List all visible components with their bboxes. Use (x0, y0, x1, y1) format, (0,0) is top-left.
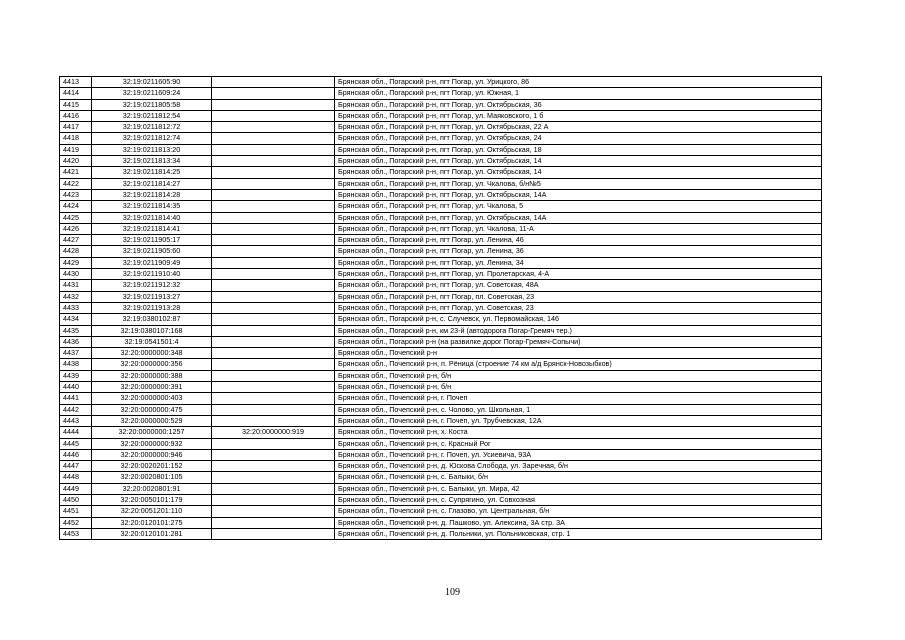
previous-cadastral-number-cell (212, 325, 335, 336)
row-number-cell: 4432 (60, 291, 92, 302)
cadastral-number-cell: 32:20:0051201:110 (92, 506, 212, 517)
cadastral-number-cell: 32:20:0000000:356 (92, 359, 212, 370)
address-cell: Брянская обл., Погарский р-н, пгт Погар, ул. Октябрьская, 14А (335, 212, 822, 223)
cadastral-number-cell: 32:19:0211814:41 (92, 223, 212, 234)
cadastral-number-cell: 32:19:0211905:17 (92, 235, 212, 246)
previous-cadastral-number-cell (212, 269, 335, 280)
address-cell: Брянская обл., Почепский р-н, д. Польники, ул. Польниковская, стр. 1 (335, 528, 822, 539)
previous-cadastral-number-cell (212, 133, 335, 144)
table-row (60, 167, 822, 178)
table-row (60, 404, 822, 415)
address-cell: Брянская обл., Погарский р-н (на развилке дорог Погар-Гремяч-Сопычи) (335, 336, 822, 347)
previous-cadastral-number-cell (212, 404, 335, 415)
cadastral-number-cell: 32:20:0000000:403 (92, 393, 212, 404)
row-number-cell: 4417 (60, 122, 92, 133)
cadastral-number-cell: 32:19:0211913:27 (92, 291, 212, 302)
cadastral-number-cell: 32:20:0020201:152 (92, 461, 212, 472)
table-row (60, 506, 822, 517)
row-number-cell: 4413 (60, 77, 92, 88)
previous-cadastral-number-cell (212, 167, 335, 178)
address-cell: Брянская обл., Почепский р-н, с. Балыки, б/н (335, 472, 822, 483)
row-number-cell: 4445 (60, 438, 92, 449)
table-row (60, 472, 822, 483)
table-row (60, 212, 822, 223)
address-cell: Брянская обл., Почепский р-н, б/н (335, 370, 822, 381)
row-number-cell: 4453 (60, 528, 92, 539)
previous-cadastral-number-cell (212, 77, 335, 88)
previous-cadastral-number-cell (212, 449, 335, 460)
row-number-cell: 4439 (60, 370, 92, 381)
row-number-cell: 4418 (60, 133, 92, 144)
address-cell: Брянская обл., Почепский р-н, б/н (335, 382, 822, 393)
cadastral-number-cell: 32:19:0211814:28 (92, 189, 212, 200)
cadastral-number-cell: 32:19:0211909:49 (92, 257, 212, 268)
cadastral-number-cell: 32:19:0211814:27 (92, 178, 212, 189)
row-number-cell: 4442 (60, 404, 92, 415)
table-row (60, 291, 822, 302)
cadastral-number-cell: 32:20:0020801:105 (92, 472, 212, 483)
address-cell: Брянская обл., Погарский р-н, пгт Погар, ул. Октябрьская, 22 А (335, 122, 822, 133)
row-number-cell: 4449 (60, 483, 92, 494)
address-cell: Брянская обл., Погарский р-н, пгт Погар, ул. Ленина, 46 (335, 235, 822, 246)
row-number-cell: 4436 (60, 336, 92, 347)
previous-cadastral-number-cell (212, 223, 335, 234)
table-row (60, 348, 822, 359)
row-number-cell: 4451 (60, 506, 92, 517)
previous-cadastral-number-cell (212, 370, 335, 381)
cadastral-number-cell: 32:19:0211813:34 (92, 156, 212, 167)
address-cell: Брянская обл., Почепский р-н, г. Почеп, ул. Трубчевская, 12А (335, 415, 822, 426)
previous-cadastral-number-cell (212, 257, 335, 268)
previous-cadastral-number-cell (212, 302, 335, 313)
address-cell: Брянская обл., Почепский р-н, с. Глазово, ул. Центральная, б/н (335, 506, 822, 517)
cadastral-number-cell: 32:20:0000000:391 (92, 382, 212, 393)
cadastral-number-cell: 32:19:0211812:74 (92, 133, 212, 144)
previous-cadastral-number-cell (212, 483, 335, 494)
cadastral-number-cell: 32:19:0211814:35 (92, 201, 212, 212)
previous-cadastral-number-cell (212, 280, 335, 291)
previous-cadastral-number-cell (212, 212, 335, 223)
cadastral-number-cell: 32:19:0380107:168 (92, 325, 212, 336)
address-cell: Брянская обл., Погарский р-н, пгт Погар, ул. Октябрьская, 14 (335, 167, 822, 178)
table-row (60, 382, 822, 393)
table-row (60, 314, 822, 325)
address-cell: Брянская обл., Погарский р-н, пгт Погар, ул. Маяковского, 1 б (335, 110, 822, 121)
table-row (60, 517, 822, 528)
previous-cadastral-number-cell (212, 110, 335, 121)
cadastral-number-cell: 32:19:0211814:40 (92, 212, 212, 223)
previous-cadastral-number-cell (212, 88, 335, 99)
previous-cadastral-number-cell (212, 382, 335, 393)
registry-table-body (60, 77, 822, 540)
cadastral-number-cell: 32:20:0000000:932 (92, 438, 212, 449)
previous-cadastral-number-cell (212, 314, 335, 325)
table-row (60, 235, 822, 246)
table-row (60, 494, 822, 505)
row-number-cell: 4423 (60, 189, 92, 200)
cadastral-number-cell: 32:19:0211912:32 (92, 280, 212, 291)
cadastral-number-cell: 32:20:0000000:529 (92, 415, 212, 426)
address-cell: Брянская обл., Погарский р-н, пгт Погар, ул. Ленина, 36 (335, 246, 822, 257)
address-cell: Брянская обл., Погарский р-н, пгт Погар, ул. Октябрьская, 18 (335, 144, 822, 155)
row-number-cell: 4434 (60, 314, 92, 325)
row-number-cell: 4424 (60, 201, 92, 212)
table-row (60, 325, 822, 336)
previous-cadastral-number-cell (212, 348, 335, 359)
row-number-cell: 4427 (60, 235, 92, 246)
table-row (60, 223, 822, 234)
table-row (60, 302, 822, 313)
row-number-cell: 4416 (60, 110, 92, 121)
row-number-cell: 4419 (60, 144, 92, 155)
table-row (60, 110, 822, 121)
previous-cadastral-number-cell (212, 472, 335, 483)
row-number-cell: 4420 (60, 156, 92, 167)
cadastral-number-cell: 32:19:0211913:28 (92, 302, 212, 313)
address-cell: Брянская обл., Почепский р-н, г. Почеп, ул. Усиевича, 93А (335, 449, 822, 460)
address-cell: Брянская обл., Погарский р-н, км 23-й (автодорога Погар-Гремяч тер.) (335, 325, 822, 336)
table-row (60, 99, 822, 110)
cadastral-number-cell: 32:19:0211812:72 (92, 122, 212, 133)
address-cell: Брянская обл., Погарский р-н, пгт Погар, ул. Октябрьская, 36 (335, 99, 822, 110)
table-row (60, 438, 822, 449)
address-cell: Брянская обл., Почепский р-н, с. Балыки, ул. Мира, 42 (335, 483, 822, 494)
cadastral-number-cell: 32:19:0380102:87 (92, 314, 212, 325)
previous-cadastral-number-cell (212, 156, 335, 167)
table-row (60, 246, 822, 257)
previous-cadastral-number-cell (212, 144, 335, 155)
row-number-cell: 4440 (60, 382, 92, 393)
cadastral-number-cell: 32:19:0211910:40 (92, 269, 212, 280)
previous-cadastral-number-cell (212, 178, 335, 189)
table-row (60, 77, 822, 88)
table-row (60, 257, 822, 268)
row-number-cell: 4435 (60, 325, 92, 336)
address-cell: Брянская обл., Почепский р-н, п. Рёница (строение 74 км а/д Брянск-Новозыбков) (335, 359, 822, 370)
table-row (60, 483, 822, 494)
cadastral-number-cell: 32:19:0541501:4 (92, 336, 212, 347)
row-number-cell: 4422 (60, 178, 92, 189)
row-number-cell: 4443 (60, 415, 92, 426)
address-cell: Брянская обл., Погарский р-н, с. Случевск, ул. Первомайская, 146 (335, 314, 822, 325)
table-row (60, 178, 822, 189)
row-number-cell: 4426 (60, 223, 92, 234)
table-row (60, 144, 822, 155)
address-cell: Брянская обл., Погарский р-н, пгт Погар, ул. Урицкого, 86 (335, 77, 822, 88)
row-number-cell: 4414 (60, 88, 92, 99)
address-cell: Брянская обл., Погарский р-н, пгт Погар, ул. Пролетарская, 4-А (335, 269, 822, 280)
address-cell: Брянская обл., Погарский р-н, пгт Погар, ул. Советская, 48А (335, 280, 822, 291)
cadastral-number-cell: 32:20:0000000:1257 (92, 427, 212, 438)
page-number: 109 (445, 587, 460, 598)
row-number-cell: 4446 (60, 449, 92, 460)
row-number-cell: 4425 (60, 212, 92, 223)
table-row (60, 189, 822, 200)
address-cell: Брянская обл., Погарский р-н, пгт Погар, ул. Чкалова, 5 (335, 201, 822, 212)
table-row (60, 201, 822, 212)
previous-cadastral-number-cell (212, 235, 335, 246)
cadastral-number-cell: 32:20:0020801:91 (92, 483, 212, 494)
row-number-cell: 4447 (60, 461, 92, 472)
row-number-cell: 4433 (60, 302, 92, 313)
previous-cadastral-number-cell (212, 201, 335, 212)
previous-cadastral-number-cell (212, 246, 335, 257)
table-row (60, 336, 822, 347)
address-cell: Брянская обл., Почепский р-н, д. Пашково, ул. Алексина, 3А стр. 3А (335, 517, 822, 528)
cadastral-number-cell: 32:19:0211805:58 (92, 99, 212, 110)
previous-cadastral-number-cell (212, 336, 335, 347)
cadastral-number-cell: 32:19:0211814:25 (92, 167, 212, 178)
address-cell: Брянская обл., Погарский р-н, пгт Погар, ул. Чкалова, 11-А (335, 223, 822, 234)
address-cell: Брянская обл., Почепский р-н, д. Юскова Слобода, ул. Заречная, б/н (335, 461, 822, 472)
previous-cadastral-number-cell (212, 415, 335, 426)
row-number-cell: 4415 (60, 99, 92, 110)
previous-cadastral-number-cell (212, 528, 335, 539)
cadastral-number-cell: 32:20:0000000:946 (92, 449, 212, 460)
previous-cadastral-number-cell (212, 506, 335, 517)
address-cell: Брянская обл., Погарский р-н, пгт Погар, ул. Чкалова, б/н№5 (335, 178, 822, 189)
previous-cadastral-number-cell: 32:20:0000000:919 (212, 427, 335, 438)
row-number-cell: 4450 (60, 494, 92, 505)
address-cell: Брянская обл., Погарский р-н, пгт Погар, ул. Октябрьская, 24 (335, 133, 822, 144)
table-row (60, 427, 822, 438)
address-cell: Брянская обл., Почепский р-н, с. Чолово, ул. Школьная, 1 (335, 404, 822, 415)
row-number-cell: 4431 (60, 280, 92, 291)
previous-cadastral-number-cell (212, 291, 335, 302)
address-cell: Брянская обл., Погарский р-н, пгт Погар, ул. Ленина, 34 (335, 257, 822, 268)
cadastral-number-cell: 32:20:0120101:281 (92, 528, 212, 539)
address-cell: Брянская обл., Почепский р-н, с. Супрягино, ул. Совхозная (335, 494, 822, 505)
address-cell: Брянская обл., Почепский р-н (335, 348, 822, 359)
table-row (60, 280, 822, 291)
row-number-cell: 4428 (60, 246, 92, 257)
table-row (60, 156, 822, 167)
previous-cadastral-number-cell (212, 438, 335, 449)
row-number-cell: 4441 (60, 393, 92, 404)
cadastral-number-cell: 32:20:0120101:275 (92, 517, 212, 528)
registry-table (59, 76, 822, 540)
cadastral-number-cell: 32:20:0000000:348 (92, 348, 212, 359)
previous-cadastral-number-cell (212, 359, 335, 370)
table-row (60, 370, 822, 381)
address-cell: Брянская обл., Погарский р-н, пгт Погар, пл. Советская, 23 (335, 291, 822, 302)
row-number-cell: 4421 (60, 167, 92, 178)
address-cell: Брянская обл., Почепский р-н, с. Красный Рог (335, 438, 822, 449)
row-number-cell: 4438 (60, 359, 92, 370)
table-row (60, 393, 822, 404)
table-row (60, 359, 822, 370)
table-row (60, 269, 822, 280)
address-cell: Брянская обл., Погарский р-н, пгт Погар, ул. Октябрьская, 14 (335, 156, 822, 167)
address-cell: Брянская обл., Погарский р-н, пгт Погар, ул. Советская, 23 (335, 302, 822, 313)
table-row (60, 461, 822, 472)
previous-cadastral-number-cell (212, 494, 335, 505)
previous-cadastral-number-cell (212, 393, 335, 404)
cadastral-number-cell: 32:20:0050101:179 (92, 494, 212, 505)
cadastral-number-cell: 32:19:0211905:60 (92, 246, 212, 257)
table-row (60, 122, 822, 133)
cadastral-number-cell: 32:20:0000000:475 (92, 404, 212, 415)
row-number-cell: 4444 (60, 427, 92, 438)
address-cell: Брянская обл., Погарский р-н, пгт Погар, ул. Южная, 1 (335, 88, 822, 99)
cadastral-number-cell: 32:19:0211605:90 (92, 77, 212, 88)
previous-cadastral-number-cell (212, 122, 335, 133)
address-cell: Брянская обл., Погарский р-н, пгт Погар, ул. Октябрьская, 14А (335, 189, 822, 200)
table-row (60, 528, 822, 539)
row-number-cell: 4448 (60, 472, 92, 483)
row-number-cell: 4429 (60, 257, 92, 268)
row-number-cell: 4452 (60, 517, 92, 528)
cadastral-number-cell: 32:19:0211813:20 (92, 144, 212, 155)
cadastral-number-cell: 32:20:0000000:388 (92, 370, 212, 381)
cadastral-number-cell: 32:19:0211609:24 (92, 88, 212, 99)
previous-cadastral-number-cell (212, 189, 335, 200)
address-cell: Брянская обл., Почепский р-н, г. Почеп (335, 393, 822, 404)
table-row (60, 449, 822, 460)
row-number-cell: 4430 (60, 269, 92, 280)
table-row (60, 415, 822, 426)
previous-cadastral-number-cell (212, 99, 335, 110)
table-row (60, 133, 822, 144)
previous-cadastral-number-cell (212, 517, 335, 528)
table-row (60, 88, 822, 99)
cadastral-number-cell: 32:19:0211812:54 (92, 110, 212, 121)
row-number-cell: 4437 (60, 348, 92, 359)
previous-cadastral-number-cell (212, 461, 335, 472)
address-cell: Брянская обл., Почепский р-н, х. Коста (335, 427, 822, 438)
